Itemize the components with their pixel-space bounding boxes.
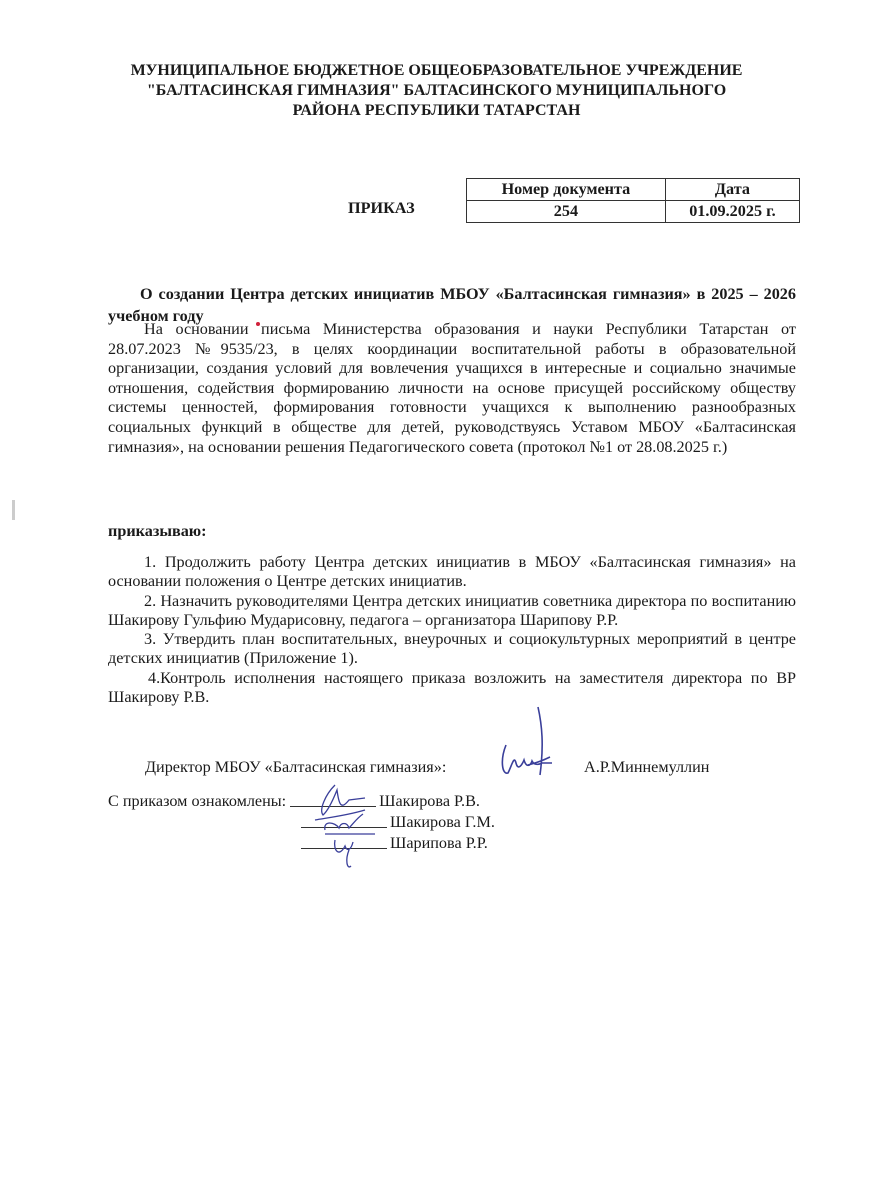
date-header: Дата [665,179,799,201]
doc-number: 254 [467,201,666,223]
ack-label: С приказом ознакомлены: [108,792,287,810]
order-title: О создании Центра детских инициатив МБОУ «Балтасинская гимназия» в 2025 – 2026 учебном году [108,285,796,325]
scan-artifact [12,500,15,520]
order-item: 2. Назначить руководителями Центра детских инициатив советника директора по воспитанию Шакирову Гульфию Мударисовну, педагога – организатора Шарипову Р.Р. [108,591,796,629]
institution-header [60,61,813,121]
order-word: приказываю: [108,522,207,540]
order-item: 3. Утвердить план воспитательных, внеурочных и социокультурных мероприятий в центре детских инициатив (Приложение 1). [108,630,796,668]
doc-number-header: Номер документа [467,179,666,201]
acknowledgement [108,791,495,854]
director-position: Директор МБОУ «Балтасинская гимназия»: [145,758,447,776]
ack-name: Шакирова Г.М. [390,813,495,831]
order-items [108,553,796,707]
director-signature [498,705,558,780]
director-name: А.Р.Миннемуллин [584,758,710,776]
ack-name: Шакирова Р.В. [379,792,480,810]
header-line: РАЙОНА РЕСПУБЛИКИ ТАТАРСТАН [292,102,581,119]
document-type: ПРИКАЗ [348,199,415,217]
ack-name: Шарипова Р.Р. [390,834,488,852]
preamble: На основании письма Министерства образования и науки Республики Татарстан от 28.07.2023 №9535/23, в целях координации воспитательной работы в образовательной организации, создания условий для вовлечения учащихся в интересные и социально значимые отношения, содействия формированию личности на основе присущей российскому обществу системы ценностей, формирования готовности учащихся к выполнению разнообразных социальных функций в обществе для детей, руководствуясь Уставом МБОУ «Балтасинская гимназия», на основании решения Педагогического совета (протокол №1 от 28.08.2025 г.) [108,320,796,456]
doc-date: 01.09.2025 г. [665,201,799,223]
acknowledgement-signatures [305,780,395,880]
document-meta-table [466,178,800,223]
header-line: "БАЛТАСИНСКАЯ ГИМНАЗИЯ" БАЛТАСИНСКОГО МУНИЦИПАЛЬНОГО [146,82,727,99]
header-line: МУНИЦИПАЛЬНОЕ БЮДЖЕТНОЕ ОБЩЕОБРАЗОВАТЕЛЬНОЕ УЧРЕЖДЕНИЕ [130,62,743,79]
order-item: 4.Контроль исполнения настоящего приказа возложить на заместителя директора по ВР Шакирову Р.В. [108,668,796,707]
order-item: 1. Продолжить работу Центра детских инициатив в МБОУ «Балтасинская гимназия» на основании положения о Центре детских инициатив. [108,553,796,591]
